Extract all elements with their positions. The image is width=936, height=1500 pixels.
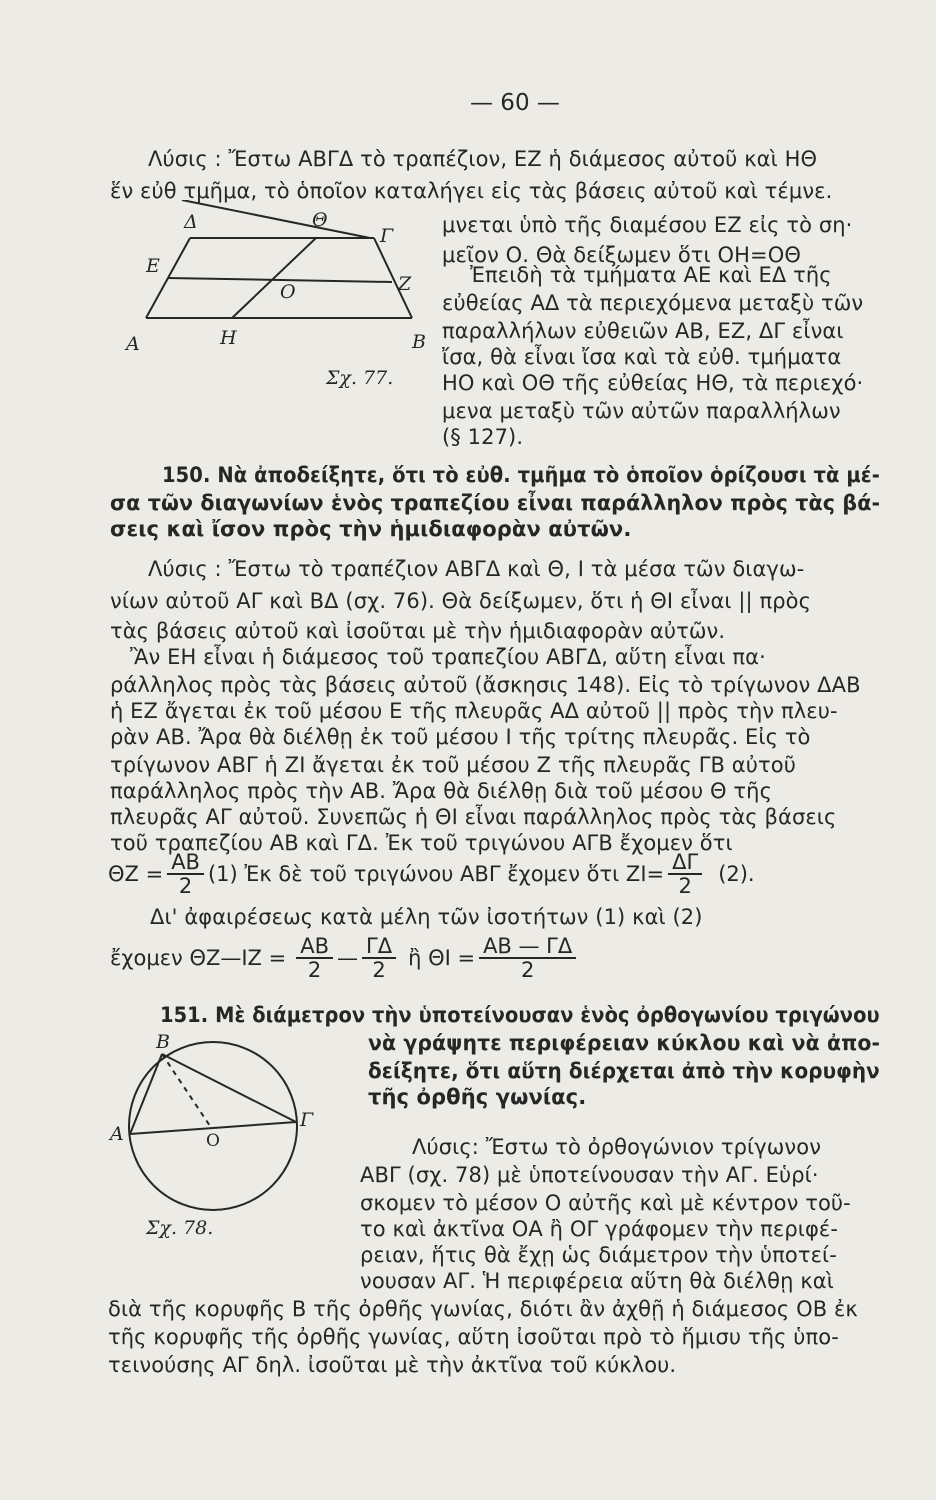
fig77-label-D: Δ [184,211,198,233]
p150-line-10: πλευρᾶς ΑΓ αὐτοῦ. Συνεπῶς ἡ ΘΙ εἶναι παράλληλος πρὸς τὰς βάσεις [110,805,837,829]
p151-line-1: Λύσις: Ἔστω τὸ ὀρθογώνιον τρίγωνον [412,1135,822,1159]
fig77-label-H: Η [220,327,237,349]
p151-line-2: ΑΒΓ (σχ. 78) μὲ ὑποτείνουσαν τὴν ΑΓ. Εὑρί· [360,1163,819,1187]
p151-line-9: τεινούσης ΑΓ δηλ. ἰσοῦται μὲ τὴν ἀκτῖνα τοῦ κύκλου. [108,1353,677,1377]
fig77-segment-HTh [232,238,316,318]
eq1-lhs: ΘΖ = [108,862,164,886]
p149-line-7: παραλλήλων εὐθειῶν ΑΒ, ΕΖ, ΔΓ εἶναι [442,319,844,343]
equation-1 [108,848,755,900]
eq2-fraction-3 [479,935,576,981]
p149-line-11: (§ 127). [442,425,524,449]
p150-line-6: ἡ ΕΖ ἄγεται ἐκ τοῦ μέσου Ε τῆς πλευρᾶς ΑΔ αὐτοῦ || πρὸς τὴν πλευ- [110,699,838,723]
p150-line-7: ρὰν ΑΒ. Ἄρα θὰ διέλθῃ ἐκ τοῦ μέσου Ι τῆς τρίτης πλευρᾶς. Εἰς τὸ [110,725,811,749]
p149-line-8: ἴσα, θὰ εἶναι ἴσα καὶ τὰ εὐθ. τμήματα [442,345,842,369]
fig77-label-Z: Ζ [398,273,412,295]
eq2-lhs: ἔχομεν ΘΖ—ΙΖ = [110,946,287,970]
p151-heading-4: τῆς ὀρθῆς γωνίας. [368,1085,587,1109]
eq2-minus: — [337,946,358,970]
p150-line-2: νίων αὐτοῦ ΑΓ καὶ ΒΔ (σχ. 76). Θὰ δείξωμεν, ὅτι ἡ ΘΙ εἶναι || πρὸς [110,589,812,613]
equation-2 [110,932,580,984]
p150-line-11: τοῦ τραπεζίου ΑΒ καὶ ΓΔ. Ἐκ τοῦ τριγώνου ΑΓΒ ἔχομεν ὅτι [110,831,733,855]
p150-line-12: Δι' ἀφαιρέσεως κατὰ μέλη τῶν ἰσοτήτων (1) καὶ (2) [150,905,703,929]
eq2-fraction-1 [296,935,333,981]
p150-heading-1: 150. Νὰ ἀποδείξητε, ὅτι τὸ εὐθ. τμῆμα τὸ ὁποῖον ὁρίζουσι τὰ μέ- [162,463,880,487]
p149-line-4: μεῖον Ο. Θὰ δείξωμεν ὅτι ΟΗ=ΟΘ [442,243,801,267]
eq1-fraction [167,851,204,897]
eq2-f2-numerator: ΓΔ [362,935,396,959]
p151-line-3: σκομεν τὸ μέσον Ο αὐτῆς καὶ μὲ κέντρον τοῦ- [360,1191,851,1215]
fig78-median-OB [162,1054,210,1126]
fig77-caption: Σχ. 77. [326,367,394,389]
fig77-label-O: Ο [280,281,296,303]
p149-line-9: ΗΟ καὶ ΟΘ τῆς εὐθείας ΗΘ, τὰ περιεχό· [442,371,864,395]
eq1b-numerator: ΔΓ [668,851,702,875]
eq2-mid: ἢ ΘΙ = [408,946,476,970]
fig77-label-E: Ε [146,255,160,277]
eq1-numerator: ΑΒ [167,851,204,875]
p150-heading-3: σεις καὶ ἴσον πρὸς τὴν ἡμιδιαφορὰν αὐτῶν. [110,517,632,541]
p151-line-8: τῆς κορυφῆς τῆς ὀρθῆς γωνίας, αὕτη ἰσοῦται πρὸ τὸ ἥμισυ τῆς ὑπο- [108,1325,839,1349]
fig78-label-B: Β [156,1034,170,1053]
p151-line-4: το καὶ ἀκτῖνα ΟΑ ἢ ΟΓ γράφομεν τὴν περιφέ- [360,1217,839,1241]
fig77-label-A: Α [126,333,140,355]
fig77-label-G: Γ [380,225,394,247]
p149-line-3: μνεται ὑπὸ τῆς διαμέσου ΕΖ εἰς τὸ ση· [442,213,853,237]
p151-heading-3: δείξητε, ὅτι αὕτη διέρχεται ἀπὸ τὴν κορυφὴν [368,1059,880,1083]
p149-line-6: εὐθείας ΑΔ τὰ περιεχόμενα μεταξὺ τῶν [442,291,864,315]
figure-77-trapezoid [120,200,430,400]
eq2-fraction-2 [362,935,396,981]
fig78-caption: Σχ. 78. [146,1217,214,1239]
p151-heading-1: 151. Μὲ διάμετρον τὴν ὑποτείνουσαν ἑνὸς ὀρθογωνίου τριγώνου [160,1003,880,1027]
p151-heading-2: νὰ γράψητε περιφέρειαν κύκλου καὶ νὰ ἀπο- [368,1031,881,1055]
eq2-f3-numerator: ΑΒ — ΓΔ [479,935,576,959]
p149-line-5: Ἐπειδὴ τὰ τμήματα ΑΕ καὶ ΕΔ τῆς [470,263,832,287]
fig78-circle [129,1042,297,1210]
fig78-label-O: Ο [206,1131,220,1151]
p150-line-4: Ἂν ΕΗ εἶναι ἡ διάμεσος τοῦ τραπεζίου ΑΒΓΔ, αὕτη εἶναι πα· [130,645,766,669]
eq2-f3-denominator: 2 [520,958,535,982]
fig78-label-G: Γ [300,1109,314,1131]
p151-line-5: ρειαν, ἥτις θὰ ἔχῃ ὡς διάμετρον τὴν ὑποτεί- [360,1243,837,1267]
page-number: — 60 — [470,90,560,116]
p151-line-7: διὰ τῆς κορυφῆς Β τῆς ὀρθῆς γωνίας, διότι ἂν ἀχθῇ ἡ διάμεσος ΟΒ ἐκ [108,1297,858,1321]
fig77-label-Th: Θ [312,209,328,231]
p150-heading-2: σα τῶν διαγωνίων ἑνὸς τραπεζίου εἶναι παράλληλον πρὸς τὰς βά- [110,491,881,515]
p150-line-3: τὰς βάσεις αὐτοῦ καὶ ἰσοῦται μὲ τὴν ἡμιδιαφορὰν αὐτῶν. [110,619,726,643]
eq2-f2-denominator: 2 [372,958,386,982]
p150-line-1: Λύσις : Ἔστω τὸ τραπέζιον ΑΒΓΔ καὶ Θ, Ι τὰ μέσα τῶν διαγω- [148,557,805,581]
eq1b-fraction [668,851,702,897]
p150-line-5: ράλληλος πρὸς τὰς βάσεις αὐτοῦ (ἄσκησις 148). Εἰς τὸ τρίγωνον ΔΑΒ [110,673,861,697]
eq1b-tag: (2). [718,862,755,886]
p150-line-9: παράλληλος πρὸς τὴν ΑΒ. Ἄρα θὰ διέλθῃ διὰ τοῦ μέσου Θ τῆς [110,779,773,803]
fig77-side-DG [182,200,370,238]
fig77-label-B: Β [412,331,426,353]
eq2-f1-denominator: 2 [307,958,322,982]
p149-line-1: Λύσις : Ἔστω ΑΒΓΔ τὸ τραπέζιον, ΕΖ ἡ διάμεσος αὐτοῦ καὶ ΗΘ [148,147,818,171]
p149-line-10: μενα μεταξὺ τῶν αὐτῶν παραλλήλων [442,399,841,423]
p150-line-8: τρίγωνον ΑΒΓ ἡ ΖΙ ἄγεται ἐκ τοῦ μέσου Ζ τῆς πλευρᾶς ΓΒ αὐτοῦ [110,753,796,777]
p151-line-6: νουσαν ΑΓ. Ἡ περιφέρεια αὕτη θὰ διέλθῃ καὶ [360,1269,834,1293]
fig78-side-BG [162,1054,296,1122]
eq2-f1-numerator: ΑΒ [296,935,333,959]
p149-line-2: ἕν εὐθ τμῆμα, τὸ ὁποῖον καταλήγει εἰς τὰς βάσεις αὐτοῦ καὶ τέμνε. [110,179,833,203]
eq1-text: (1) Ἐκ δὲ τοῦ τριγώνου ΑΒΓ ἔχομεν ὅτι ΖΙ= [207,862,665,886]
eq1-denominator: 2 [178,874,193,898]
fig78-label-A: Α [110,1123,124,1145]
eq1b-denominator: 2 [678,874,692,898]
figure-78-circle [108,1034,328,1244]
